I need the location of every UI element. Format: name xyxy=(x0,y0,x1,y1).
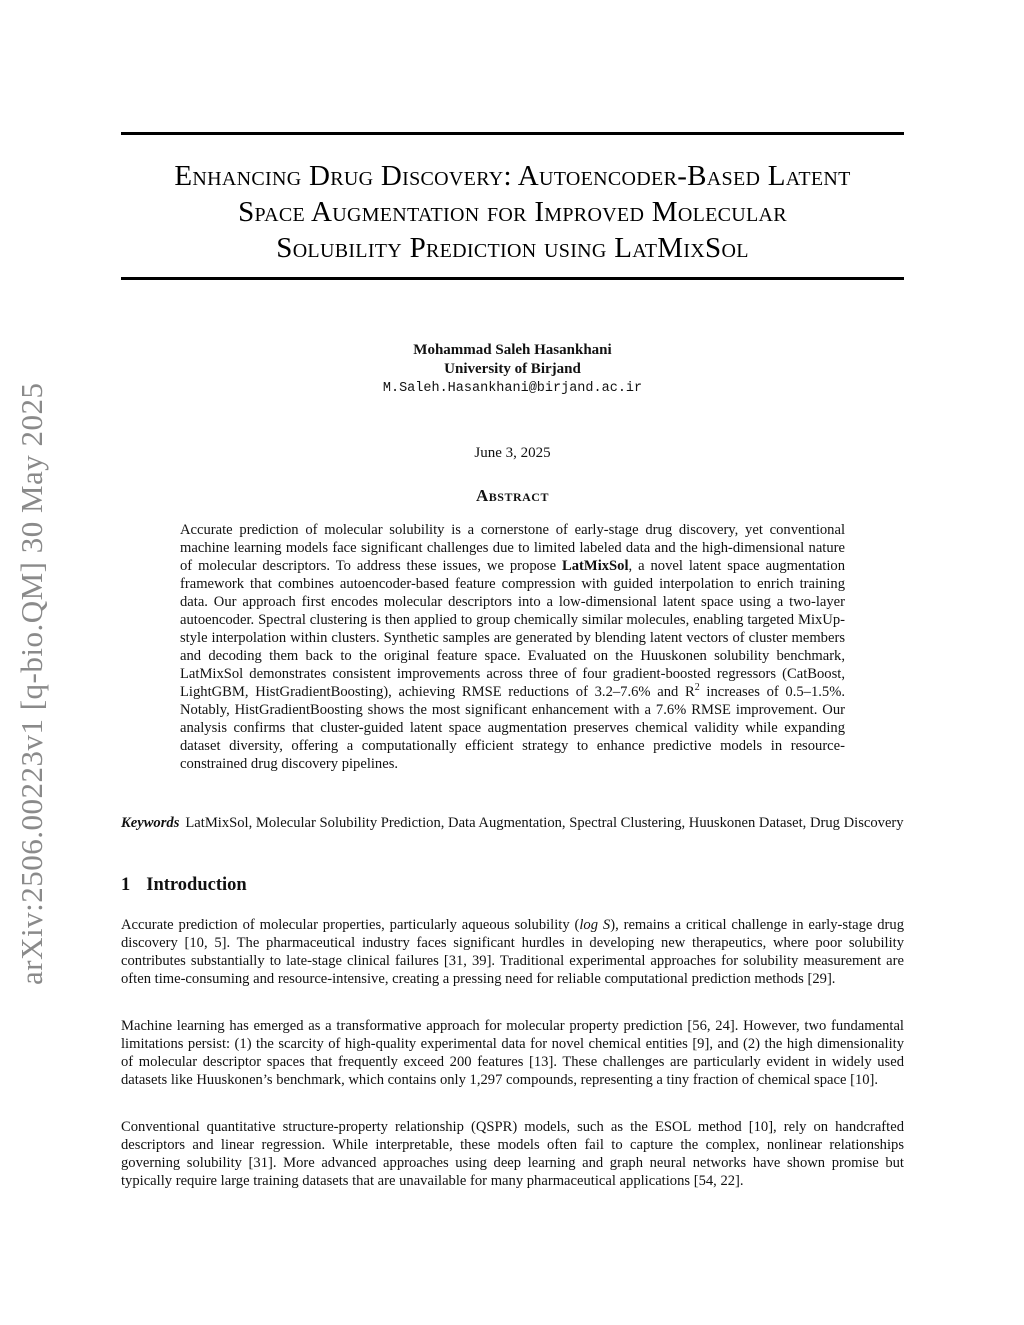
intro-paragraph-2: Machine learning has emerged as a transformative approach for molecular property prediction [56, 24]. However, two fundamental limitations persist: (1) the scarcity of high-quality experimental data for novel chemical entities [9], and (2) the high dimensionality of molecular descriptor spaces that frequently exceed 200 features [13]. These challenges are particularly evident in widely used datasets like Huuskonen’s benchmark, which contains only 1,297 compounds, representing a tiny fraction of chemical space [10]. xyxy=(121,1018,904,1088)
abstract-body xyxy=(180,521,845,773)
title-line-1: Enhancing Drug Discovery: Autoencoder-Based Latent xyxy=(174,160,851,192)
arxiv-identifier-stamp: arXiv:2506.00223v1 [q-bio.QM] 30 May 2025 xyxy=(14,382,49,985)
log-s-math: log S xyxy=(579,917,611,933)
section-number: 1 xyxy=(121,875,131,895)
paper-date: June 3, 2025 xyxy=(474,445,551,461)
r-squared-superscript: 2 xyxy=(694,682,700,694)
abstract-text-part2: , a novel latent space augmentation framework that combines autoencoder-based feature compression with guided interpolation to enrich training data. Our approach first encodes molecular descriptors into a low-dimensional latent space using a two-layer autoencoder. Spectral clustering is then applied to group chemically similar molecules, enabling targeted MixUp-style interpolation within clusters. Synthetic samples are generated by blending latent vectors of cluster members and decoding them back to the original feature space. Evaluated on the Huuskonen solubility benchmark, LatMixSol demonstrates consistent improvements across three of four gradient-boosted regressors (CatBoost, LightGBM, HistGradientBoosting), achieving RMSE reductions of 3.2–7.6% and R xyxy=(180,558,846,700)
paper-title xyxy=(110,158,915,266)
author-email: M.Saleh.Hasankhani@birjand.ac.ir xyxy=(382,381,643,396)
intro-p1-text-a: Accurate prediction of molecular properties, particularly aqueous solubility ( xyxy=(121,917,580,933)
author-name: Mohammad Saleh Hasankhani xyxy=(413,342,612,358)
keywords-text: LatMixSol, Molecular Solubility Prediction, Data Augmentation, Spectral Clustering, Huuskonen Dataset, Drug Discovery xyxy=(185,815,904,831)
abstract-text-part1: Accurate prediction of molecular solubility is a cornerstone of early-stage drug discovery, yet conventional machine learning models face significant challenges due to limited labeled data and the high-dimensional nature of molecular descriptors. To address these issues, we propose xyxy=(180,522,845,574)
keywords-block xyxy=(121,814,904,832)
title-bottom-rule xyxy=(121,277,904,280)
intro-paragraph-3: Conventional quantitative structure-property relationship (QSPR) models, such as the ESOL method [10], rely on handcrafted descriptors and linear regression. While interpretable, these models often fail to capture the complex, nonlinear relationships governing solubility [31]. More advanced approaches using deep learning and graph neural networks have shown promise but typically require large training datasets that are unavailable for many pharmaceutical applications [54, 22]. xyxy=(121,1119,904,1189)
author-affiliation: University of Birjand xyxy=(444,361,581,377)
keywords-label: Keywords xyxy=(121,815,180,831)
title-line-2: Space Augmentation for Improved Molecular xyxy=(238,196,787,228)
title-line-3: Solubility Prediction using LatMixSol xyxy=(276,232,749,264)
abstract-text-part3: increases of 0.5–1.5%. Notably, HistGradientBoosting shows the most significant enhancement with a 7.6% RMSE improvement. Our analysis confirms that cluster-guided latent space augmentation preserves chemical validity while expanding dataset diversity, offering a computationally efficient strategy to enhance predictive models in resource-constrained drug discovery pipelines. xyxy=(180,684,846,772)
intro-paragraph-1 xyxy=(121,916,904,988)
section-title: Introduction xyxy=(146,875,247,895)
intro-p1-text-b: ), remains a critical challenge in early-stage drug discovery [10, 5]. The pharmaceutical industry faces significant hurdles in developing new therapeutics, where poor solubility contributes substantially to late-stage clinical failures [31, 39]. Traditional experimental approaches for solubility measurement are often time-consuming and resource-intensive, creating a pressing need for reliable computational prediction methods [29]. xyxy=(121,917,905,987)
section-heading-introduction xyxy=(121,875,247,896)
author-block xyxy=(121,341,904,398)
abstract-heading: Abstract xyxy=(476,486,549,505)
method-name: LatMixSol xyxy=(562,558,629,574)
title-top-rule xyxy=(121,132,904,135)
